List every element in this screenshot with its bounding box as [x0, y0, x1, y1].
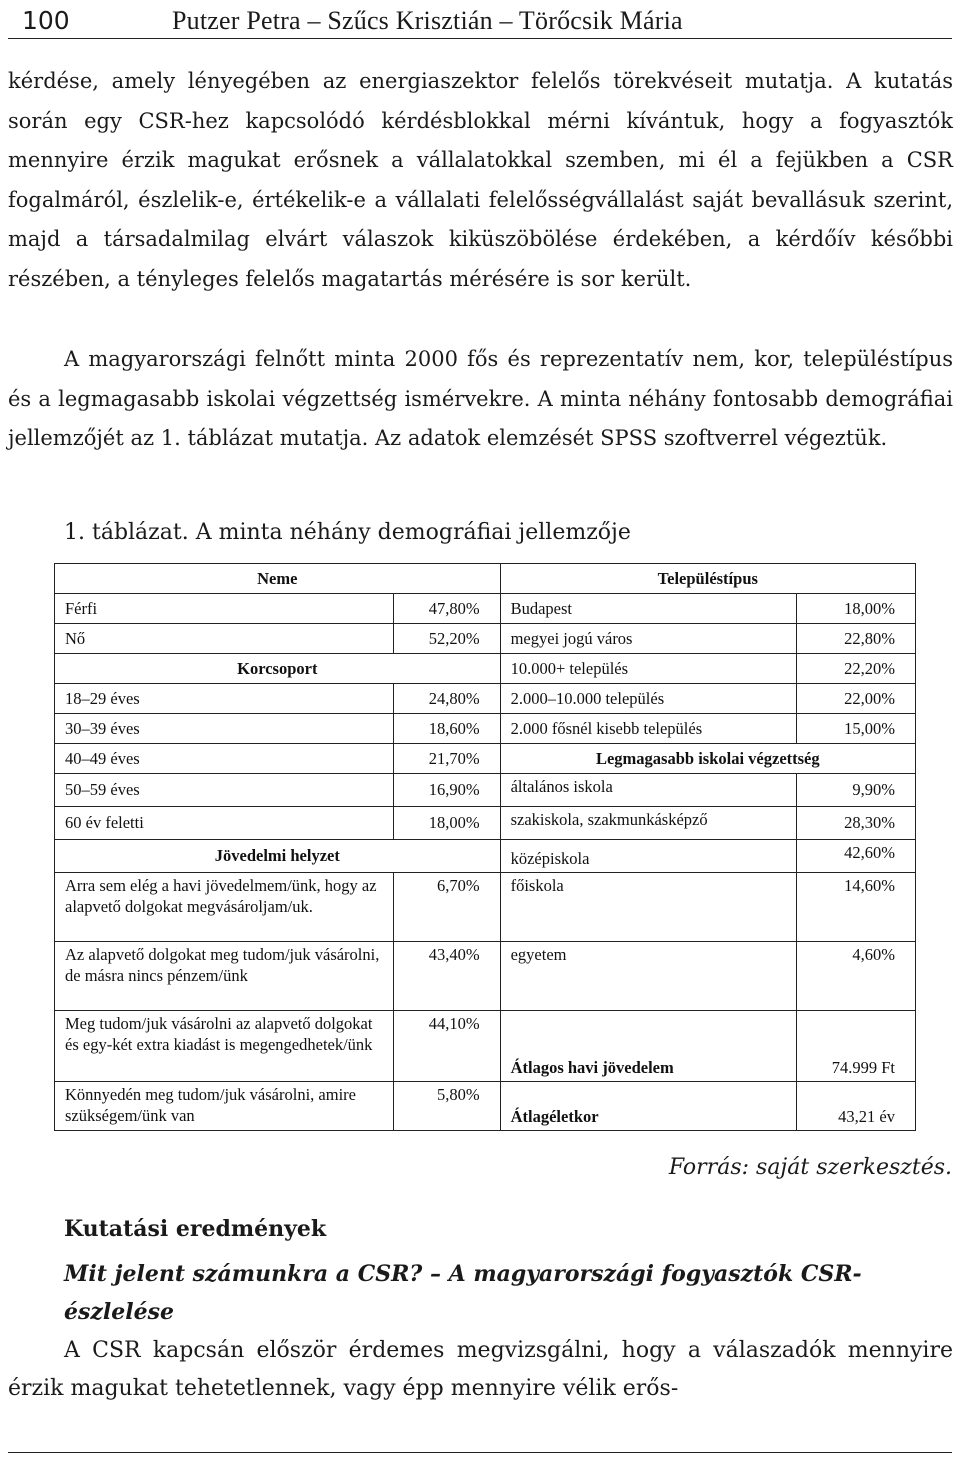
cell-label: szakiskola, szakmunkásképző — [500, 807, 797, 840]
cell-value: 18,00% — [797, 594, 916, 624]
cell-value: 43,40% — [394, 942, 500, 1011]
cell-label: 10.000+ település — [500, 654, 797, 684]
cell-value: 4,60% — [797, 942, 916, 1011]
cell-value: 18,60% — [394, 714, 500, 744]
cell-value: 24,80% — [394, 684, 500, 714]
table-row — [55, 564, 916, 594]
demographics-table — [54, 563, 916, 1131]
cell-label: 40–49 éves — [55, 744, 394, 774]
cell-label: Budapest — [500, 594, 797, 624]
cell-value: 42,60% — [797, 840, 916, 873]
cell-label: 2.000–10.000 település — [500, 684, 797, 714]
cell-value: 15,00% — [797, 714, 916, 744]
cell-label: Nő — [55, 624, 394, 654]
cell-label: Az alapvető dolgokat meg tudom/juk vásárolni, de másra nincs pénzem/ünk — [55, 942, 394, 1011]
cell-label: Átlagos havi jövedelem — [500, 1011, 797, 1082]
cell-label: 30–39 éves — [55, 714, 394, 744]
table-row — [55, 744, 916, 774]
cell-label: Arra sem elég a havi jövedelmem/ünk, hogy az alapvető dolgokat megvásároljam/uk. — [55, 873, 394, 942]
cell-label: általános iskola — [500, 774, 797, 807]
cell-label: Meg tudom/juk vásárolni az alapvető dolgokat és egy-két extra kiadást is megengedhetek/ünk — [55, 1011, 394, 1082]
cell-label: középiskola — [500, 840, 797, 873]
table-row — [55, 840, 916, 873]
cell-value: 52,20% — [394, 624, 500, 654]
table-row — [55, 942, 916, 1011]
cell-label: Könnyedén meg tudom/juk vásárolni, amire szükségem/ünk van — [55, 1082, 394, 1131]
header-education: Legmagasabb iskolai végzettség — [500, 744, 915, 774]
table-row — [55, 714, 916, 744]
paragraph-text: kérdése, amely lényegében az energiaszektor felelős törekvéseit mutatja. A kutatás során egy CSR-hez kapcsolódó kérdésblokkal mérni kívántuk, hogy a fogyasztók mennyire érzik magukat erősnek a vállalatokkal szemben, mi él a fejükben a CSR fogalmáról, észlelik-e, értékelik-e a vállalati felelősségvállalást saját bevallásuk szerint, majd a társadalmilag elvárt válaszok kiküszöbölése érdekében, a kérdőív későbbi részében, a tényleges felelős magatartás mérésére is sor került. — [8, 69, 953, 291]
footer-rule — [8, 1452, 952, 1453]
subsection-title: Mit jelent számunkra a CSR? – A magyarországi fogyasztók CSR-észlelése — [64, 1261, 862, 1325]
cell-label: főiskola — [500, 873, 797, 942]
table-row — [55, 684, 916, 714]
cell-value: 9,90% — [797, 774, 916, 807]
cell-label: 50–59 éves — [55, 774, 394, 807]
cell-value: 47,80% — [394, 594, 500, 624]
header-age: Korcsoport — [55, 654, 501, 684]
table-row — [55, 807, 916, 840]
table-row — [55, 774, 916, 807]
section-title: Kutatási eredmények — [64, 1216, 327, 1242]
cell-label: megyei jogú város — [500, 624, 797, 654]
table-row — [55, 873, 916, 942]
paragraph-text: A CSR kapcsán először érdemes megvizsgálni, hogy a válaszadók mennyire érzik magukat tehetetlennek, vagy épp mennyire vélik erős- — [8, 1338, 953, 1401]
body-paragraph-3 — [8, 1332, 953, 1408]
cell-label: 2.000 fősnél kisebb település — [500, 714, 797, 744]
cell-label: 60 év feletti — [55, 807, 394, 840]
table-row — [55, 654, 916, 684]
cell-value: 21,70% — [394, 744, 500, 774]
header-income: Jövedelmi helyzet — [55, 840, 501, 873]
cell-value: 22,00% — [797, 684, 916, 714]
body-paragraph-1 — [8, 62, 953, 299]
cell-value: 18,00% — [394, 807, 500, 840]
table-row — [55, 624, 916, 654]
cell-value: 28,30% — [797, 807, 916, 840]
body-paragraph-2 — [8, 340, 953, 459]
header-gender: Neme — [55, 564, 501, 594]
cell-label: 18–29 éves — [55, 684, 394, 714]
table-row — [55, 1082, 916, 1131]
page-header — [8, 4, 952, 39]
cell-value: 14,60% — [797, 873, 916, 942]
table-caption: 1. táblázat. A minta néhány demográfiai jellemzője — [64, 520, 631, 545]
cell-value: 44,10% — [394, 1011, 500, 1082]
cell-label: Átlagéletkor — [500, 1082, 797, 1131]
table-row — [55, 594, 916, 624]
cell-value: 6,70% — [394, 873, 500, 942]
paragraph-text: A magyarországi felnőtt minta 2000 fős és reprezentatív nem, kor, településtípus és a legmagasabb iskolai végzettség ismérvekre. A minta néhány fontosabb demográfiai jellemzőjét az 1. táblázat mutatja. Az adatok elemzését SPSS szoftverrel végeztük. — [8, 347, 953, 450]
cell-label: Férfi — [55, 594, 394, 624]
cell-value: 5,80% — [394, 1082, 500, 1131]
running-head-authors: Putzer Petra – Szűcs Krisztián – Törőcsik Mária — [172, 6, 683, 35]
table-source: Forrás: saját szerkesztés. — [668, 1155, 952, 1180]
header-settlement: Településtípus — [500, 564, 915, 594]
table-row — [55, 1011, 916, 1082]
cell-value: 22,80% — [797, 624, 916, 654]
cell-value: 43,21 év — [797, 1082, 916, 1131]
page-number: 100 — [22, 6, 70, 35]
cell-label: egyetem — [500, 942, 797, 1011]
cell-value: 74.999 Ft — [797, 1011, 916, 1082]
cell-value: 16,90% — [394, 774, 500, 807]
cell-value: 22,20% — [797, 654, 916, 684]
